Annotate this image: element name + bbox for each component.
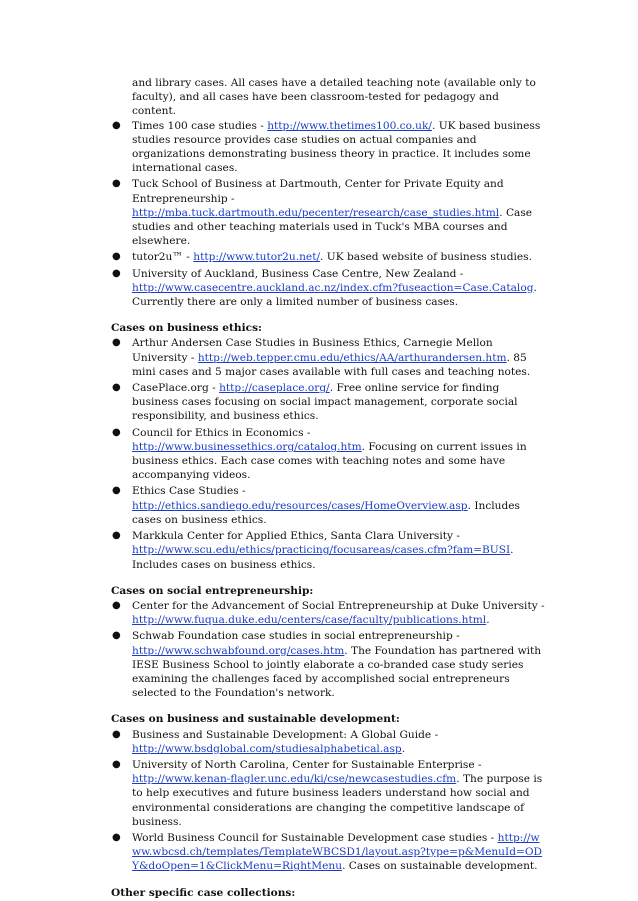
link[interactable]: http://www.fuqua.duke.edu/centers/case/faculty/publications.html [132, 614, 487, 627]
link[interactable]: http://caseplace.org/ [219, 382, 330, 395]
document-body [111, 76, 546, 901]
bullet-icon: ● [112, 119, 121, 131]
list-item: ● CasePlace.org - http://caseplace.org/. Free online service for finding business cases focusing on social impact management, corporate social responsibility, and business ethics. [112, 382, 518, 423]
section-heading: Other specific case collections: [111, 886, 296, 899]
bullet-icon: ● [112, 728, 121, 740]
bullet-icon: ● [112, 382, 121, 394]
intro-continuation: and library cases. All cases have a detailed teaching note (available only to faculty), and all cases have been classroom-tested for pedagogy and content. [132, 77, 536, 118]
bullet-icon: ● [112, 485, 121, 497]
list-item: ● Center for the Advancement of Social Entrepreneurship at Duke University - http://www.fuqua.duke.edu/centers/case/faculty/publications.html. [112, 599, 545, 627]
list-item: ● World Business Council for Sustainable Development case studies - http://www.wbcsd.ch/templates/TemplateWBCSD1/layout.asp?type=p&MenuId=ODY&doOpen=1&ClickMenu=RightMenu. Cases on sustainable development. [112, 831, 543, 873]
section-business-ethics [111, 321, 546, 571]
link[interactable]: http://www.thetimes100.co.uk/ [267, 119, 432, 132]
list-item: ● Ethics Case Studies - http://ethics.sandiego.edu/resources/cases/HomeOverview.asp. Includes cases on business ethics. [112, 485, 520, 526]
link[interactable]: http://www.tutor2u.net/ [193, 251, 321, 264]
bullet-icon: ● [112, 337, 121, 349]
link[interactable]: http://www.wbcsd.ch/templates/TemplateWBCSD1/layout.asp?type=p&MenuId=ODY&doOpen=1&ClickMenu=RightMenu [132, 831, 543, 873]
list-item: ● Council for Ethics in Economics - http://www.businessethics.org/catalog.htm. Focusing on current issues in business ethics. Each case comes with teaching notes and some have accompanying videos. [112, 426, 527, 482]
bullet-icon: ● [112, 426, 121, 438]
top-list [111, 119, 546, 310]
link[interactable]: http://www.kenan-flagler.unc.edu/ki/cse/newcasestudies.cfm [132, 773, 457, 786]
bullet-icon: ● [112, 630, 121, 642]
link[interactable]: http://www.bsdglobal.com/studiesalphabetical.asp [132, 742, 402, 755]
list-item: ● Tuck School of Business at Dartmouth, Center for Private Equity and Entrepreneurship - http://mba.tuck.dartmouth.edu/pecenter/research/case_studies.html. Case studies and other teaching materials used in Tuck's MBA courses and elsewhere. [112, 178, 533, 248]
bullet-icon: ● [112, 530, 121, 542]
link[interactable]: http://www.casecentre.auckland.ac.nz/index.cfm?fuseaction=Case.Catalog [132, 281, 534, 294]
list-item: ● Times 100 case studies - http://www.thetimes100.co.uk/. UK based business studies resource provides case studies on actual companies and organizations demonstrating business theory in practice. It includes some international cases. [112, 119, 541, 175]
bullet-icon: ● [112, 251, 121, 263]
list-item: ● Arthur Andersen Case Studies in Business Ethics, Carnegie Mellon University - http://web.tepper.cmu.edu/ethics/AA/arthurandersen.htm. 85 mini cases and 5 major cases available with full cases and teaching notes. [112, 337, 531, 378]
list-item: ● tutor2u™ - http://www.tutor2u.net/. UK based website of business studies. [112, 251, 532, 264]
link[interactable]: http://www.businessethics.org/catalog.htm [132, 440, 362, 453]
bullet-icon: ● [112, 831, 121, 843]
bullet-icon: ● [112, 267, 121, 279]
link[interactable]: http://ethics.sandiego.edu/resources/cases/HomeOverview.asp [132, 499, 468, 512]
link[interactable]: http://web.tepper.cmu.edu/ethics/AA/arthurandersen.htm [197, 351, 507, 364]
section-heading: Cases on business ethics: [111, 322, 262, 335]
bullet-icon: ● [112, 178, 121, 190]
list-item: ● University of Auckland, Business Case Centre, New Zealand - http://www.casecentre.auckland.ac.nz/index.cfm?fuseaction=Case.Catalog. Currently there are only a limited number of business cases. [112, 267, 537, 309]
section-heading: Cases on social entrepreneurship: [111, 584, 314, 597]
bullet-icon: ● [112, 599, 121, 611]
list-item: ● University of North Carolina, Center for Sustainable Enterprise - http://www.kenan-flagler.unc.edu/ki/cse/newcasestudies.cfm. The purpose is to help executives and future business leaders understand how social and environmental considerations are changing the competitive landscape of business. [112, 758, 543, 828]
link[interactable]: http://www.scu.edu/ethics/practicing/focusareas/cases.cfm?fam=BUSI [132, 544, 511, 557]
section-sustainable-development [111, 712, 546, 873]
section-other-collections [111, 886, 546, 900]
list-item: ● Markkula Center for Applied Ethics, Santa Clara University - http://www.scu.edu/ethics/practicing/focusareas/cases.cfm?fam=BUSI. Includes cases on business ethics. [112, 530, 514, 571]
section-social-entrepreneurship [111, 584, 546, 701]
list-item: ● Business and Sustainable Development: A Global Guide - http://www.bsdglobal.com/studiesalphabetical.asp. [112, 728, 439, 755]
list-item: ● Schwab Foundation case studies in social entrepreneurship - http://www.schwabfound.org/cases.htm. The Foundation has partnered with IESE Business School to jointly elaborate a co-branded case study series examining the challenges faced by accomplished social entrepreneurs selected to the Foundation's network. [112, 630, 542, 700]
bullet-icon: ● [112, 758, 121, 770]
link[interactable]: http://mba.tuck.dartmouth.edu/pecenter/research/case_studies.html [132, 206, 500, 219]
section-heading: Cases on business and sustainable development: [111, 713, 400, 726]
link[interactable]: http://www.schwabfound.org/cases.htm [132, 644, 345, 657]
